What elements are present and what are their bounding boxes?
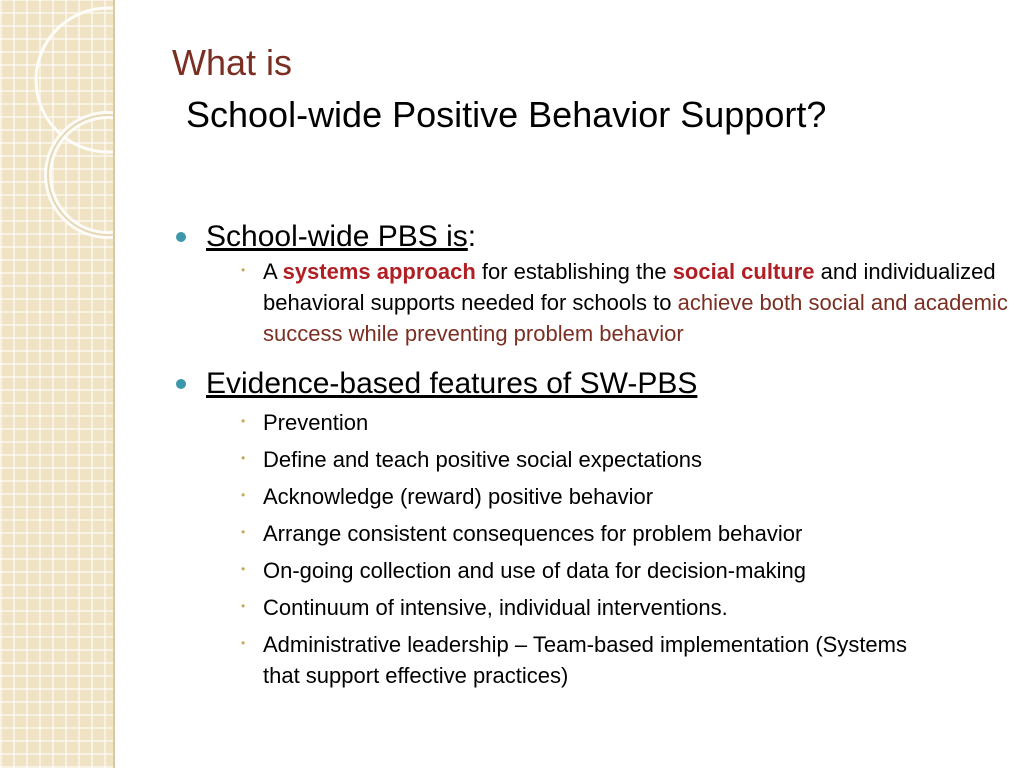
list-item-text: Administrative leadership – Team-based implementation (Systems that support effective practices) — [263, 632, 907, 688]
slide-body — [176, 218, 1008, 697]
definition-text-1: A — [263, 259, 283, 284]
list-item-text: Continuum of intensive, individual interventions. — [263, 595, 728, 620]
list-item-text: Acknowledge (reward) positive behavior — [263, 484, 654, 509]
sub-bullet-dot-icon: • — [241, 488, 246, 502]
definition-text-3: for establishing the — [475, 259, 673, 284]
list-item — [241, 444, 996, 475]
title-line-1: What is — [172, 42, 293, 83]
list-item — [241, 592, 996, 623]
sidebar-rings-graphic — [0, 0, 113, 768]
section1-heading: School-wide PBS is — [206, 220, 468, 253]
title-line-2: School-wide Positive Behavior Support? — [186, 94, 827, 135]
bullet-evidence-based-features — [176, 365, 996, 403]
list-item — [241, 555, 996, 586]
list-item-text: On-going collection and use of data for decision-making — [263, 558, 806, 583]
sub-bullet-dot-icon: • — [241, 414, 246, 428]
definition-text-5: and individualized behavioral supports needed for schools to — [263, 259, 996, 315]
sub-bullet-definition — [241, 256, 1008, 349]
sidebar-divider — [113, 0, 115, 768]
list-item — [241, 407, 996, 438]
list-item-text: Prevention — [263, 410, 369, 435]
decorative-sidebar — [0, 0, 113, 768]
section2-heading: Evidence-based features of SW-PBS — [206, 367, 698, 400]
sub-bullet-dot-icon: • — [241, 636, 246, 650]
slide-title — [172, 40, 992, 138]
list-item — [241, 629, 923, 691]
list-item — [241, 518, 996, 549]
features-list — [176, 407, 996, 691]
section1-heading-suffix: : — [467, 220, 477, 253]
bullet-school-wide-pbs — [176, 218, 996, 256]
bullet-dot-icon — [176, 379, 186, 389]
definition-emphasis-systems: systems approach — [282, 259, 476, 284]
bullet-dot-icon — [176, 232, 186, 242]
definition-text-goal: achieve both social and academic success while preventing problem behavior — [263, 290, 1008, 346]
list-item — [241, 481, 996, 512]
sub-bullet-dot-icon: • — [241, 562, 246, 576]
sub-bullet-dot-icon: • — [241, 451, 246, 465]
sub-bullet-dot-icon: • — [241, 263, 246, 277]
sub-bullet-dot-icon: • — [241, 525, 246, 539]
definition-emphasis-social-culture: social culture — [672, 259, 815, 284]
sub-bullet-dot-icon: • — [241, 599, 246, 613]
list-item-text: Arrange consistent consequences for problem behavior — [263, 521, 803, 546]
list-item-text: Define and teach positive social expectations — [263, 447, 703, 472]
